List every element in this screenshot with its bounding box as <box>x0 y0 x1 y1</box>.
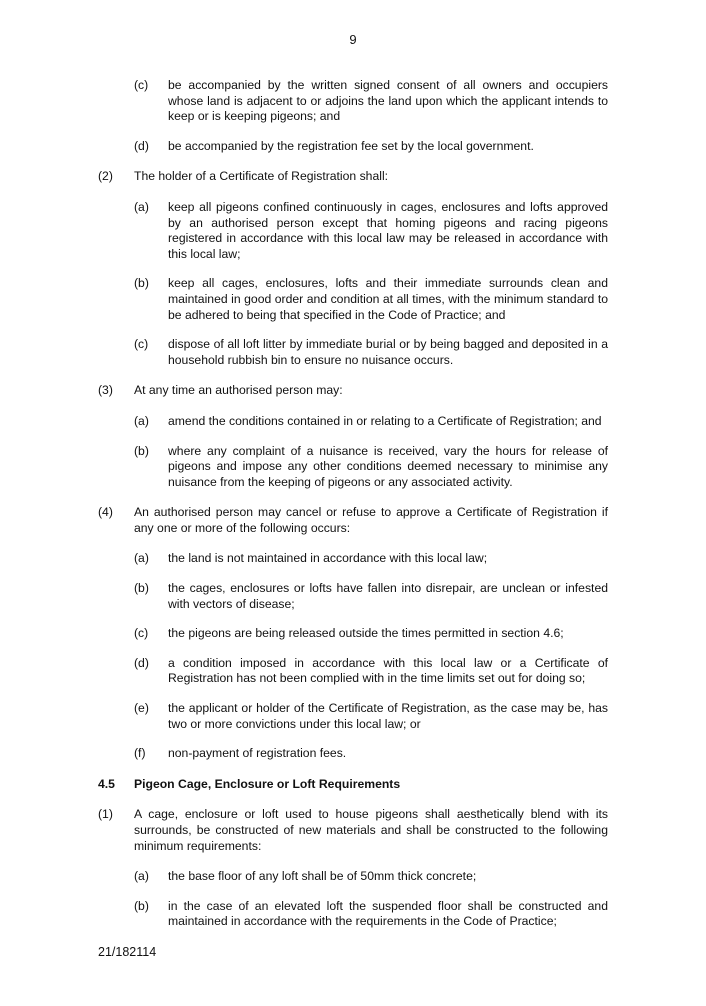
section-number: 4.5 <box>98 776 115 791</box>
item-label: (a) <box>134 199 149 214</box>
item-label: (a) <box>134 869 149 884</box>
item-text: the pigeons are being released outside the times permitted in section 4.6; <box>168 626 564 641</box>
item-text: a condition imposed in accordance with this local law or a Certificate of Registration has not been complied with in the time limits set out for doing so; <box>168 655 608 686</box>
item-text: the land is not maintained in accordance with this local law; <box>168 551 488 566</box>
list-item <box>98 337 608 368</box>
item-label: (d) <box>134 138 149 153</box>
section-title: Pigeon Cage, Enclosure or Loft Requirements <box>134 776 401 791</box>
list-item <box>98 869 608 885</box>
item-label: (d) <box>134 655 149 670</box>
item-text: non-payment of registration fees. <box>168 746 347 761</box>
numbered-paragraph <box>98 807 608 854</box>
paragraph-label: (2) <box>98 169 113 184</box>
document-body <box>98 78 608 930</box>
list-item <box>98 444 608 491</box>
list-item <box>98 78 608 125</box>
item-text: amend the conditions contained in or relating to a Certificate of Registration; and <box>168 413 602 428</box>
list-item <box>98 551 608 567</box>
item-text: the applicant or holder of the Certificate of Registration, as the case may be, has two or more convictions under this local law; or <box>168 701 608 731</box>
numbered-paragraph <box>98 169 608 185</box>
item-text: keep all cages, enclosures, lofts and their immediate surrounds clean and maintained in good order and condition at all times, with the minimum standard to be adhered to being that specified in the Code of Practice; and <box>168 276 608 322</box>
list-item <box>98 656 608 687</box>
paragraph-text: At any time an authorised person may: <box>134 383 343 398</box>
list-item <box>98 139 608 155</box>
document-reference: 21/182114 <box>98 945 157 959</box>
item-label: (c) <box>134 626 149 641</box>
item-text: be accompanied by the written signed consent of all owners and occupiers whose land is adjacent to or adjoins the land upon which the applicant intends to keep or is keeping pigeons; and <box>168 78 608 124</box>
item-label: (a) <box>134 413 149 428</box>
list-item <box>98 899 608 930</box>
item-text: the cages, enclosures or lofts have fallen into disrepair, are unclean or infested with vectors of disease; <box>168 581 608 611</box>
item-text: keep all pigeons confined continuously in cages, enclosures and lofts approved by an authorised person except that homing pigeons and racing pigeons registered in accordance with this local law may be released in accordance with this local law; <box>168 199 608 261</box>
item-label: (b) <box>134 581 149 596</box>
item-text: the base floor of any loft shall be of 50mm thick concrete; <box>168 869 477 884</box>
item-label: (e) <box>134 701 149 716</box>
section-heading <box>98 777 608 793</box>
item-text: dispose of all loft litter by immediate burial or by being bagged and deposited in a household rubbish bin to ensure no nuisance occurs. <box>168 337 608 367</box>
list-item <box>98 626 608 642</box>
paragraph-text: A cage, enclosure or loft used to house pigeons shall aesthetically blend with its surrounds, be constructed of new materials and shall be constructed to the following minimum requirements: <box>134 807 608 853</box>
list-item <box>98 414 608 430</box>
paragraph-label: (1) <box>98 807 113 822</box>
numbered-paragraph <box>98 505 608 536</box>
item-label: (b) <box>134 276 149 291</box>
paragraph-label: (4) <box>98 505 113 520</box>
item-text: in the case of an elevated loft the suspended floor shall be constructed and maintained in accordance with the requirements in the Code of Practice; <box>168 898 608 929</box>
list-item <box>98 200 608 262</box>
item-text: be accompanied by the registration fee set by the local government. <box>168 138 534 153</box>
list-item <box>98 276 608 323</box>
item-label: (c) <box>134 78 149 92</box>
paragraph-text: The holder of a Certificate of Registration shall: <box>134 169 389 184</box>
page-number: 9 <box>349 32 357 47</box>
numbered-paragraph <box>98 383 608 399</box>
item-label: (b) <box>134 443 149 458</box>
list-item <box>98 746 608 762</box>
item-label: (a) <box>134 551 149 566</box>
list-item <box>98 581 608 612</box>
paragraph-text: An authorised person may cancel or refuse to approve a Certificate of Registration if any one or more of the following occurs: <box>134 505 608 535</box>
item-label: (c) <box>134 337 149 352</box>
list-item <box>98 701 608 732</box>
item-label: (f) <box>134 746 146 761</box>
item-text: where any complaint of a nuisance is received, vary the hours for release of pigeons and impose any other conditions deemed necessary to minimise any nuisance from the keeping of pigeons or any associated activity. <box>168 443 608 489</box>
paragraph-label: (3) <box>98 383 113 398</box>
item-label: (b) <box>134 898 149 913</box>
